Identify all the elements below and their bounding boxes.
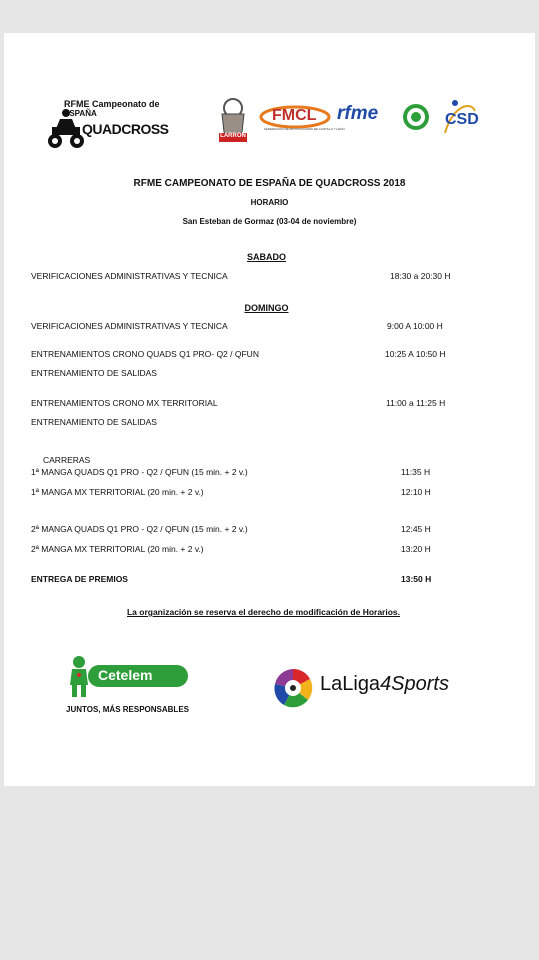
race-row-time: 13:20 H [401, 544, 431, 554]
quadcross-logo [46, 99, 169, 151]
schedule-row-label: ENTRENAMIENTO DE SALIDAS [31, 368, 157, 378]
rfme-label: rfme [337, 103, 379, 124]
race-row-label: 2ª MANGA QUADS Q1 PRO - Q2 / QFUN (15 min. + 2 v.) [31, 524, 248, 534]
document-page [4, 33, 535, 786]
csd-logo [441, 99, 493, 137]
schedule-row-time: 18:30 a 20:30 H [390, 271, 451, 281]
fmcl-logo [260, 104, 345, 134]
town-crest-logo [216, 96, 250, 144]
awards-label: ENTREGA DE PREMIOS [31, 574, 128, 584]
organization-note: La organización se reserva el derecho de modificación de Horarios. [126, 607, 401, 617]
carreras-heading: CARRERAS [43, 455, 91, 465]
document-subtitle: HORARIO [250, 198, 289, 207]
cetelem-logo [66, 655, 196, 717]
schedule-row-label: ENTRENAMIENTOS CRONO QUADS Q1 PRO- Q2 / QFUN [31, 349, 259, 359]
fmcl-sub: FEDERACIÓN DE MOTOCICLISMO DE CASTILLA Y LEÓN [264, 127, 345, 131]
schedule-row-label: ENTRENAMIENTO DE SALIDAS [31, 417, 157, 427]
cetelem-slogan: JUNTOS, MÁS RESPONSABLES [66, 705, 189, 714]
laliga-ball-icon [272, 667, 314, 709]
seal-icon [401, 100, 431, 134]
quad-logo-main: QUADCROSS [82, 121, 169, 137]
awards-time: 13:50 H [401, 574, 432, 584]
domingo-heading: DOMINGO [244, 303, 289, 313]
crest-label: LARRON [220, 133, 246, 139]
schedule-row-time: 11:00 a 11:25 H [386, 398, 446, 408]
laliga-suffix: 4Sports [380, 673, 449, 695]
schedule-row-time: 10:25 A 10:50 H [385, 349, 446, 359]
green-seal-logo [401, 100, 431, 134]
document-title: RFME CAMPEONATO DE ESPAÑA DE QUADCROSS 2018 [133, 178, 406, 189]
laliga-wordmark [320, 673, 449, 696]
rfme-logo [337, 103, 395, 133]
csd-label: CSD [445, 111, 479, 128]
schedule-row-label: ENTRENAMIENTOS CRONO MX TERRITORIAL [31, 398, 218, 408]
document-location: San Esteban de Gormaz (03-04 de noviembre) [182, 217, 357, 226]
race-row-label: 1ª MANGA MX TERRITORIAL (20 min. + 2 v.) [31, 487, 204, 497]
schedule-row-label: VERIFICACIONES ADMINISTRATIVAS Y TECNICA [31, 271, 228, 281]
fmcl-label: FMCL [272, 107, 317, 124]
race-row-label: 1ª MANGA QUADS Q1 PRO - Q2 / QFUN (15 min. + 2 v.) [31, 467, 248, 477]
sabado-heading: SABADO [246, 252, 286, 262]
schedule-row-label: VERIFICACIONES ADMINISTRATIVAS Y TECNICA [31, 321, 228, 331]
cetelem-name: Cetelem [98, 667, 153, 683]
race-row-time: 11:35 H [401, 467, 431, 477]
quad-logo-line1: RFME Campeonato de [64, 99, 160, 109]
laliga4sports-logo [272, 667, 452, 709]
schedule-row-time: 9:00 A 10:00 H [387, 321, 443, 331]
laliga-name: LaLiga [320, 673, 381, 695]
race-row-time: 12:10 H [401, 487, 431, 497]
race-row-time: 12:45 H [401, 524, 431, 534]
race-row-label: 2ª MANGA MX TERRITORIAL (20 min. + 2 v.) [31, 544, 204, 554]
quad-logo-line2: ESPAÑA [64, 109, 97, 118]
